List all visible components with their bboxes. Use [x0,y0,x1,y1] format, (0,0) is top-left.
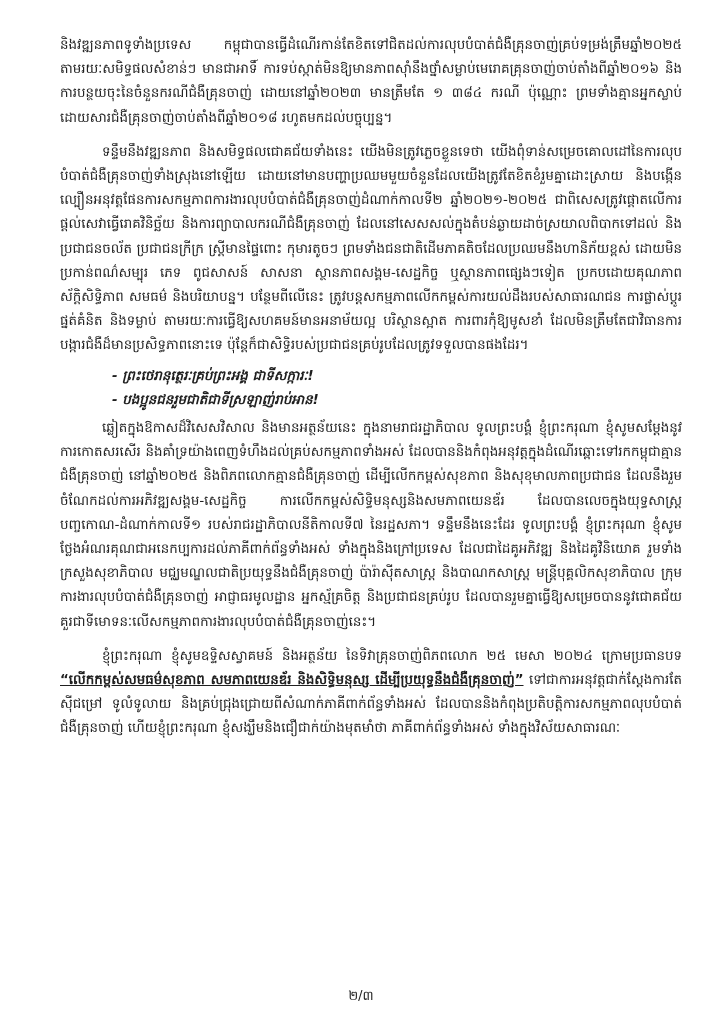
paragraph-appreciation: ឆ្លៀតក្នុងឱកាសដ៏វិសេសវិសាល និងមានអត្ថន័យនេះ ក្នុងនាមរាជរដ្ឋាភិបាល ទូលព្រះបង្គំ ខ្ញុំព្រះករុណា ខ្ញុំសូមសម្តែងនូវការកោតសរសើរ និងគាំទ្រយ៉ាងពេញទំហឹងដល់គ្រប់សកម្មភាពទាំងអស់ ដែលបាននិងកំពុងអនុវត្តក្នុងដំណើរឆ្ពោះទៅរកកម្ពុជាគ្មានជំងឺគ្រុនចាញ់ នៅឆ្នាំ២០២៥ និងពិភពលោកគ្មានជំងឺគ្រុនចាញ់ ដើម្បីលើកកម្ពស់សុខភាព និងសុខុមាលភាពប្រជាជន ដែលនឹងរួមចំណែកដល់ការអភិវឌ្ឍសង្គម-សេដ្ឋកិច្ច ការលើកកម្ពស់សិទ្ធិមនុស្សនិងសមភាពយេនឌ័រ ដែលបានលេចក្នុងយុទ្ធសាស្ត្របញ្ចកោណ-ដំណាក់កាលទី១ របស់រាជរដ្ឋាភិបាលនីតិកាលទី៧ នៃរដ្ឋសភា។ ទន្ទឹមនឹងនេះដែរ ទូលព្រះបង្គំ ខ្ញុំព្រះករុណា ខ្ញុំសូមថ្លែងអំណរគុណជាអនេកប្បការដល់ភាគីពាក់ព័ន្ធទាំងអស់ ទាំងក្នុងនិងក្រៅប្រទេស ដែលជាដៃគូអភិវឌ្ឍ និងដៃគូវិនិយោគ រួមទាំងក្រសួងសុខាភិបាល មជ្ឈមណ្ឌលជាតិប្រយុទ្ធនឹងជំងឺគ្រុនចាញ់ ប៉ារ៉ាស៊ីតសាស្ត្រ និងបាណកសាស្ត្រ មន្ត្រីបុគ្គលិកសុខាភិបាល ក្រុមការងារលុបបំបាត់ជំងឺគ្រុនចាញ់ អាជ្ញាធរមូលដ្ឋាន អ្នកស្ម័គ្រចិត្ត និងប្រជាជនគ្រប់រូប ដែលបានរួមគ្នាធ្វើឱ្យសម្រេចបាននូវជោគជ័យគួរជាទីមោទនៈលើសកម្មភាពការងារលុបបំបាត់ជំងឺគ្រុនចាញ់នេះ។ [60,421,682,630]
theme-followup-text: ទៅជាការអនុវត្តជាក់ស្តែងការតែស៊ីជម្រៅ ទូលំទូលាយ និងគ្រប់ជ្រុងជ្រោយពីសំណាក់ភាគីពាក់ព័ន្ធទាំងអស់ ដែលបាននិងកំពុងប្រតិបត្តិការសកម្មភាពលុបបំបាត់ជំងឺគ្រុនចាញ់ ហើយខ្ញុំព្រះករុណា ខ្ញុំសង្ឃឹមនិងជឿជាក់យ៉ាងមុតមាំថា ភាគីពាក់ព័ន្ធទាំងអស់ ទាំងក្នុងវិស័យសាធារណៈ [60,673,682,737]
paragraph-challenges: ទន្ទឹមនឹងវឌ្ឍនភាព និងសមិទ្ធផលជោគជ័យទាំងនេះ យើងមិនត្រូវភ្លេចខ្លួនទេថា យើងពុំទាន់សម្រេចគោលដៅនៃការលុបបំបាត់ជំងឺគ្រុនចាញ់ទាំងស្រុងនៅឡើយ ដោយនៅមានបញ្ហាប្រឈមមួយចំនួនដែលយើងត្រូវតែខិតខំរួមគ្នាដោះស្រាយ និងបង្កើនល្បឿនអនុវត្តផែនការសកម្មភាពការងារលុបបំបាត់ជំងឺគ្រុនចាញ់ដំណាក់កាលទី២ ឆ្នាំ២០២១-២០២៥ ជាពិសេសត្រូវផ្តោតលើការផ្តល់សេវាធ្វើរោគវិនិច្ឆ័យ និងការព្យាបាលករណីជំងឺគ្រុនចាញ់ ដែលនៅសេសសល់ក្នុងតំបន់ឆ្ងាយដាច់ស្រយាលពិបាកទៅដល់ និងប្រជាជនចល័ត ប្រជាជនក្រីក្រ ស្ត្រីមានផ្ទៃពោះ កុមារតូចៗ ព្រមទាំងជនជាតិដើមភាគតិចដែលប្រឈមនឹងហានិភ័យខ្ពស់ ដោយមិនប្រកាន់ពណ៌សម្បុរ ភេទ ពូជសាសន៍ សាសនា ស្ថានភាពសង្គម-សេដ្ឋកិច្ច ឬស្ថានភាពផ្សេងៗទៀត ប្រកបដោយគុណភាព ស័ក្តិសិទ្ធិភាព សមធម៌ និងបរិយាបន្ន។ បន្ថែមពីលើនេះ ត្រូវបន្តសកម្មភាពលើកកម្ពស់ការយល់ដឹងរបស់សាធារណជន ការផ្លាស់ប្តូរផ្នត់គំនិត និងទម្លាប់ តាមរយៈការធ្វើឱ្យសហគមន៍មានអនាម័យល្អ បរិស្ថានស្អាត ការពារកុំឱ្យមូសខាំ ដែលមិនត្រឹមតែជាវិធានការបង្ការជំងឺដ៏មានប្រសិទ្ធភាពនោះទេ ប៉ុន្តែក៏ជាសិទ្ធិរបស់ប្រជាជនគ្រប់រូបដែលត្រូវទទួលបានផងដែរ។ [60,144,682,354]
paragraph-progress: និងវឌ្ឍនភាពទូទាំងប្រទេស កម្ពុជាបានធ្វើដំណើរកាន់តែខិតទៅជិតដល់ការលុបបំបាត់ជំងឺគ្រុនចាញ់គ្រប់ទម្រង់ត្រឹមឆ្នាំ២០២៥ តាមរយៈសមិទ្ធផលសំខាន់ៗ មានជាអាទិ៍ ការទប់ស្កាត់មិនឱ្យមានភាពស៊ាំនឹងថ្នាំសម្លាប់មេរោគគ្រុនចាញ់ចាប់តាំងពីឆ្នាំ២០១៦ និងការបន្ថយចុះនៃចំនួនករណីជំងឺគ្រុនចាញ់ ដោយនៅឆ្នាំ២០២៣ មានត្រឹមតែ ១ ៣៨៤ ករណី ប៉ុណ្ណោះ ព្រមទាំងគ្មានអ្នកស្លាប់ដោយសារជំងឺគ្រុនចាញ់ចាប់តាំងពីឆ្នាំ២០១៨ រហូតមកដល់បច្ចុប្បន្ន។ [60,38,682,126]
theme-intro-text: ខ្ញុំព្រះករុណា ខ្ញុំសូមឧទ្ទិសស្វាគមន៍ និងអត្ថន័យ នៃទិវាគ្រុនចាញ់ពិភពលោក ២៥ មេសា ២០២៤ ក្រោមប្រធានបទ [102,648,682,664]
salutation-compatriots: - បងប្អូនជនរួមជាតិជាទីស្រឡាញ់រាប់អាន! [112,389,682,413]
page-number: ២/៣ [348,989,374,1004]
theme-title: “លើកកម្ពស់សមធម៌សុខភាព សមភាពយេនឌ័រ និងសិទ្ធិមនុស្ស ដើម្បីប្រយុទ្ធនឹងជំងឺគ្រុនចាញ់” [60,673,524,689]
salutation-list [60,365,682,413]
paragraph-theme [60,645,682,742]
salutation-monks: - ព្រះថេរានុត្ថេរៈគ្រប់ព្រះអង្គ ជាទីសក្ការៈ! [112,365,682,389]
